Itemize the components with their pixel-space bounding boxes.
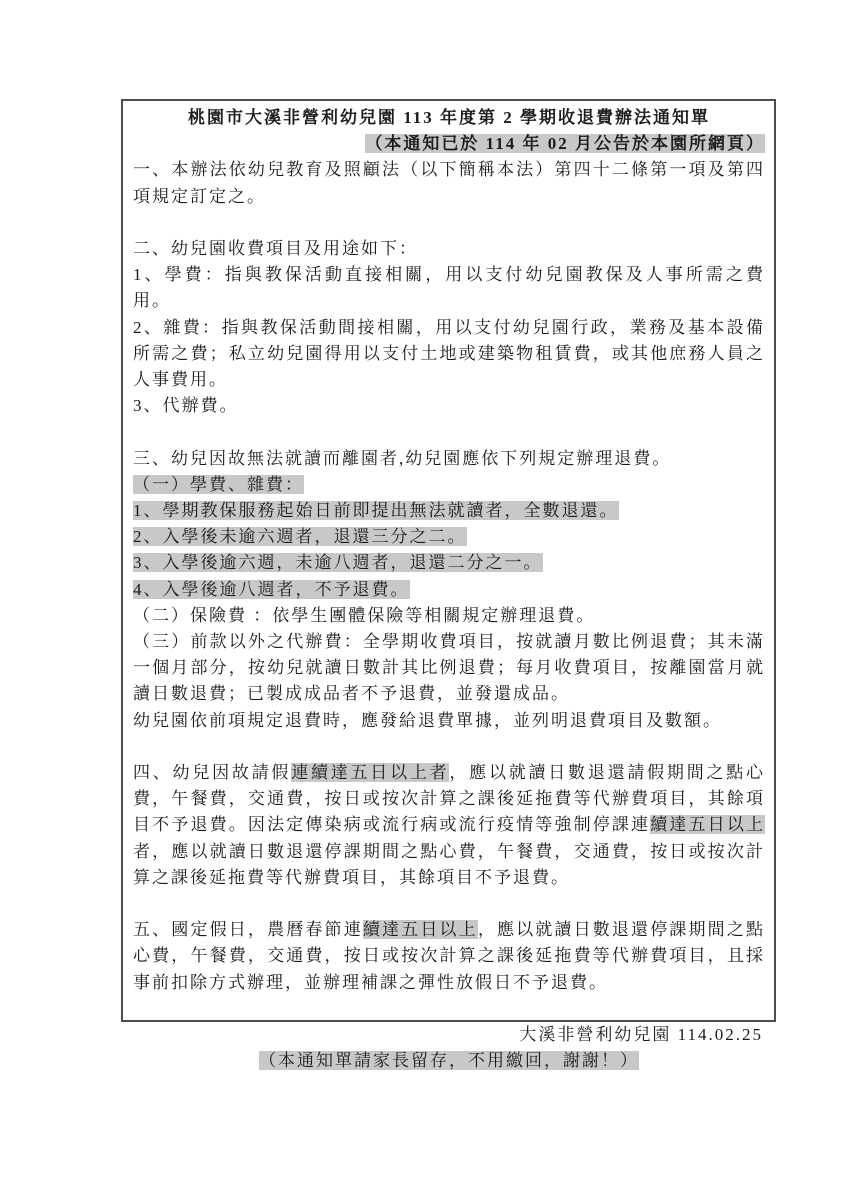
publish-note-row [133,131,765,157]
paragraph [133,524,765,550]
highlighted-text: 續達五日以上 [650,815,765,835]
document-title: 桃園市大溪非營利幼兒園 113 年度第 2 學期收退費辦法通知單 [187,108,711,127]
paragraph [133,550,765,576]
paragraph [133,393,765,419]
blank-line [133,210,765,236]
text-segment: 五、國定假日，農曆春節連 [133,920,363,940]
text-segment: 三、幼兒因故無法就讀而離園者,幼兒園應依下列規定辦理退費。 [133,448,672,468]
notice-sheet [121,99,776,1071]
text-segment: ，應以就讀日數退還停課期間之點心費，午餐費，交通費，按日或按次計算之課後延拖費等代辦費項目，且採事前扣除方式辦理，並辦理補課之彈性放假日不予退費。 [133,920,765,992]
blank-line [133,734,765,760]
paragraph [133,498,765,524]
paragraph [133,603,765,629]
text-segment: （三）前款以外之代辦費：全學期收費項目，按就讀月數比例退費；其未滿一個月部分，按幼兒就讀日數計其比例退費；每月收費項目，按離園當月就讀日數退費；已製成成品者不予退費，並發還成品。 [133,632,765,704]
paragraph [133,446,765,472]
paragraph [133,577,765,603]
text-segment: 1、學費：指與教保活動直接相關，用以支付幼兒園教保及人事所需之費用。 [133,265,765,311]
signature-row [133,1022,765,1048]
paragraph [133,315,765,394]
signature: 大溪非營利幼兒園 114.02.25 [519,1025,763,1045]
highlighted-text: 4、入學後逾八週者，不予退費。 [133,579,410,599]
blank-line [133,891,765,917]
paragraph [133,917,765,996]
highlighted-text: 2、入學後未逾六週者，退還三分之二。 [133,527,467,547]
document-body [133,157,765,1022]
text-segment: 一、本辦法依幼兒教育及照顧法（以下簡稱本法）第四十二條第一項及第四項規定訂定之。 [133,160,765,206]
text-segment: 四、幼兒因故請假 [133,763,292,783]
blank-line [133,419,765,445]
text-segment: 者，應以就讀日數退還停課期間之點心費，午餐費，交通費，按日或按次計算之課後延拖費等代辦費項目，其餘項目不予退費。 [133,841,765,887]
paragraph [133,472,765,498]
paragraph [133,236,765,262]
publish-note: （本通知已於 114 年 02 月公告於本園所網頁） [365,134,765,154]
text-segment: （二）保險費 ：依學生團體保險等相關規定辦理退費。 [133,605,596,625]
text-segment: ，應以就讀日數退還請假期間之點心費，午餐費，交通費，按日或按次計算之課後延拖費等代辦費項目，其餘項目不予退費。因法定傳染病或流行病或流行疫情等強制停課連 [133,763,766,835]
text-segment: 2、雜費：指與教保活動間接相關，用以支付幼兒園行政，業務及基本設備所需之費；私立幼兒園得用以支付土地或建築物租賃費，或其他庶務人員之人事費用。 [133,317,765,390]
text-segment: 幼兒園依前項規定退費時，應發給退費單據，並列明退費項目及數額。 [133,710,722,730]
highlighted-text: 1、學期教保服務起始日前即提出無法就讀者，全數退還。 [133,501,619,521]
paragraph [133,708,765,734]
paragraph [133,629,765,708]
paragraph [133,262,765,314]
highlighted-text: 續達五日以上 [362,920,478,940]
text-segment: 二、幼兒園收費項目及用途如下： [133,239,418,258]
highlighted-text: 3、入學後逾六週，未逾八週者，退還二分之一。 [133,553,543,573]
blank-line [133,996,765,1022]
footer-note: （本通知單請家長留存，不用繳回，謝謝！） [259,1051,639,1071]
paragraph [133,157,765,209]
footer-note-row [133,1048,765,1074]
highlighted-text: （一）學費、雜費： [133,474,304,494]
text-segment: 3、代辦費。 [133,396,239,416]
paragraph [133,760,765,891]
highlighted-text: 連續達五日以上者 [291,763,450,783]
